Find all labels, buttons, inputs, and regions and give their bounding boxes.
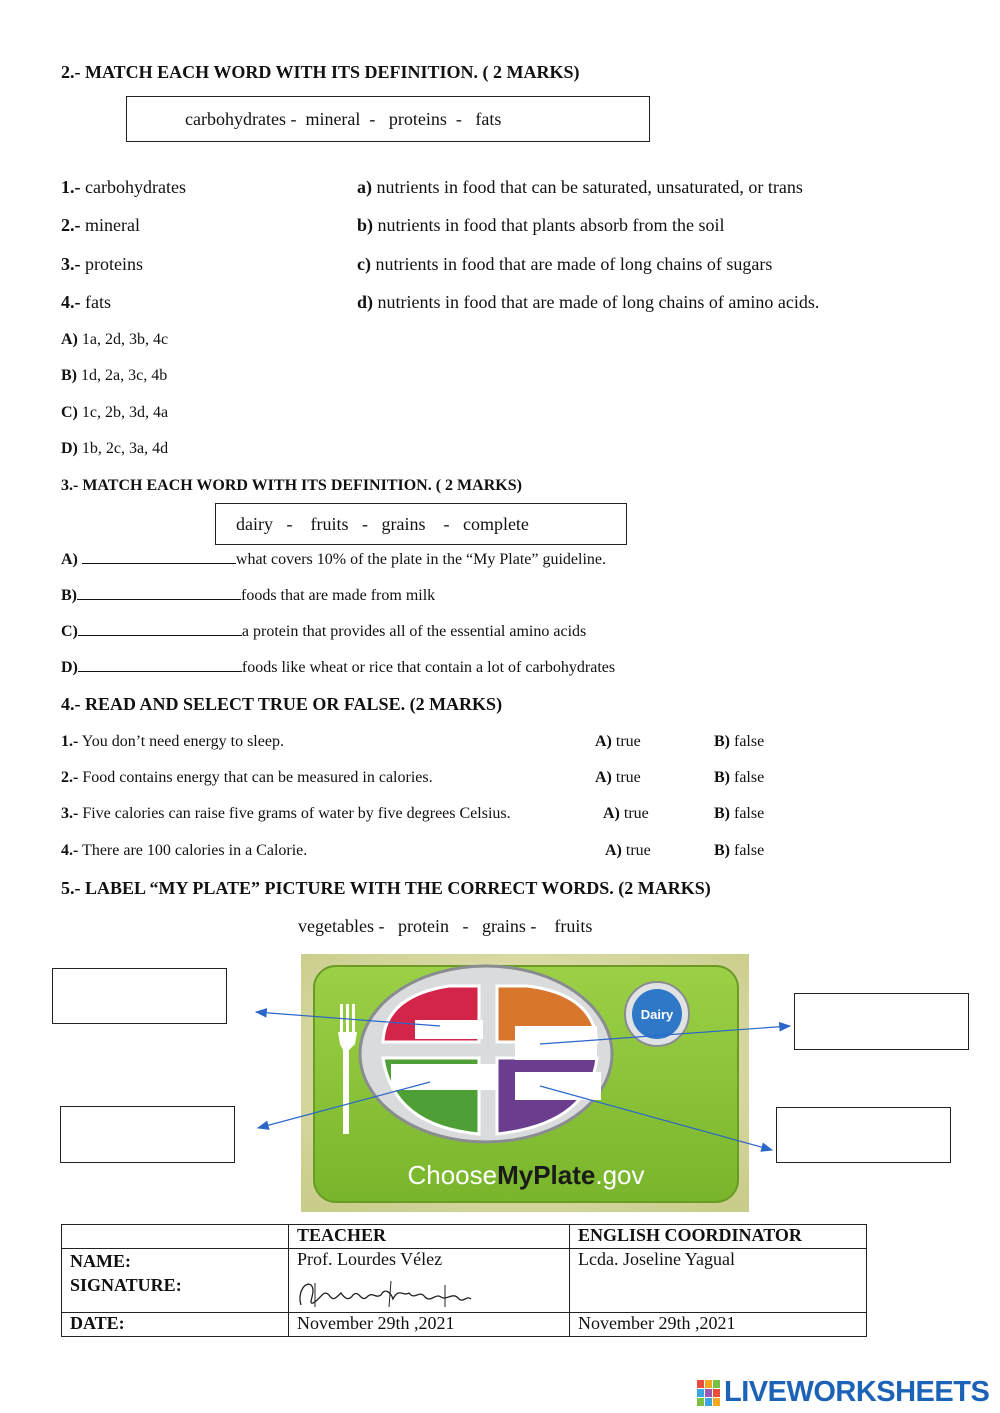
liveworksheets-brand: LIVEWORKSHEETS (724, 1376, 990, 1408)
statement-4: 4.- There are 100 calories in a Calorie. (61, 842, 308, 859)
definition-c: c) nutrients in food that are made of long chains of sugars (357, 254, 773, 274)
answer-blank-a[interactable] (82, 549, 236, 564)
teacher-header: TEACHER (289, 1225, 570, 1249)
coordinator-name-cell (570, 1249, 867, 1313)
plate-label-cover-3 (391, 1064, 497, 1090)
handwritten-signature (295, 1275, 475, 1311)
section5-word-bank: vegetables - protein - grains - fruits (298, 916, 593, 936)
section4-heading: 4.- READ AND SELECT TRUE OR FALSE. (2 MARKS) (61, 694, 503, 714)
statement-1-true[interactable]: A) true (595, 733, 641, 750)
option-d[interactable]: D) 1b, 2c, 3a, 4d (61, 440, 169, 457)
coordinator-name: Lcda. Joseline Yagual (578, 1249, 735, 1269)
answer-blank-b[interactable] (77, 585, 241, 600)
table-date-row (62, 1313, 867, 1337)
teacher-name: Prof. Lourdes Vélez (297, 1249, 443, 1269)
section3-word-bank-text: dairy - fruits - grains - complete (236, 513, 529, 534)
term-3: 3.- proteins (61, 254, 143, 274)
fill-item-b: B) foods that are made from milk (61, 587, 436, 604)
signature-label: SIGNATURE: (70, 1275, 182, 1295)
liveworksheets-logo (696, 1376, 989, 1409)
definition-d: d) nutrients in food that are made of long chains of amino acids. (357, 292, 820, 312)
table-header-row (62, 1225, 867, 1249)
statement-2-true[interactable]: A) true (595, 769, 641, 786)
section2-heading: 2.- MATCH EACH WORD WITH ITS DEFINITION. ( 2 MARKS) (61, 62, 580, 82)
liveworksheets-icon (696, 1378, 722, 1408)
statement-3-true[interactable]: A) true (603, 805, 649, 822)
fill-item-a: A) what covers 10% of the plate in the “My Plate” guideline. (61, 551, 606, 568)
term-4: 4.- fats (61, 292, 111, 312)
teacher-name-cell (289, 1249, 570, 1313)
signature-table (61, 1224, 867, 1337)
statement-4-true[interactable]: A) true (605, 842, 651, 859)
option-b[interactable]: B) 1d, 2a, 3c, 4b (61, 367, 168, 384)
definition-b: b) nutrients in food that plants absorb from the soil (357, 215, 725, 235)
statement-3: 3.- Five calories can raise five grams of water by five degrees Celsius. (61, 805, 511, 822)
name-label: NAME: (70, 1251, 131, 1271)
dairy-label: Dairy (640, 1007, 674, 1022)
term-1: 1.- carbohydrates (61, 177, 186, 197)
myplate-picture (301, 954, 749, 1212)
statement-1-false[interactable]: B) false (714, 733, 765, 750)
label-box-bottom-left[interactable] (60, 1106, 235, 1163)
choosemyplate-brand: ChooseMyPlate.gov (407, 1160, 645, 1190)
fill-item-d: D) foods like wheat or rice that contain a lot of carbohydrates (61, 659, 616, 676)
section2-word-bank (126, 96, 650, 142)
table-name-row (62, 1249, 867, 1313)
section5-heading: 5.- LABEL “MY PLATE” PICTURE WITH THE CORRECT WORDS. (2 MARKS) (61, 878, 711, 898)
term-2: 2.- mineral (61, 215, 140, 235)
name-signature-labels (62, 1249, 289, 1313)
coordinator-date: November 29th ,2021 (570, 1313, 867, 1337)
plate-label-cover-2 (515, 1026, 597, 1060)
table-empty-cell (62, 1225, 289, 1249)
date-label: DATE: (62, 1313, 289, 1337)
statement-4-false[interactable]: B) false (714, 842, 765, 859)
statement-3-false[interactable]: B) false (714, 805, 765, 822)
definition-a: a) nutrients in food that can be saturated, unsaturated, or trans (357, 177, 803, 197)
section2-word-bank-text: carbohydrates - mineral - proteins - fats (185, 108, 502, 129)
section3-heading: 3.- MATCH EACH WORD WITH ITS DEFINITION. ( 2 MARKS) (61, 477, 522, 494)
option-a[interactable]: A) 1a, 2d, 3b, 4c (61, 331, 169, 348)
option-c[interactable]: C) 1c, 2b, 3d, 4a (61, 404, 169, 421)
plate-label-cover-4 (515, 1072, 601, 1100)
label-box-top-right[interactable] (794, 993, 969, 1050)
label-box-bottom-right[interactable] (776, 1107, 951, 1163)
statement-2-false[interactable]: B) false (714, 769, 765, 786)
fill-item-c: C) a protein that provides all of the essential amino acids (61, 623, 587, 640)
plate-label-cover-1 (415, 1020, 483, 1039)
section3-word-bank (215, 503, 627, 545)
label-box-top-left[interactable] (52, 968, 227, 1024)
coordinator-header: ENGLISH COORDINATOR (570, 1225, 867, 1249)
teacher-date: November 29th ,2021 (289, 1313, 570, 1337)
statement-1: 1.- You don’t need energy to sleep. (61, 733, 284, 750)
statement-2: 2.- Food contains energy that can be measured in calories. (61, 769, 433, 786)
answer-blank-d[interactable] (78, 657, 242, 672)
answer-blank-c[interactable] (78, 621, 242, 636)
